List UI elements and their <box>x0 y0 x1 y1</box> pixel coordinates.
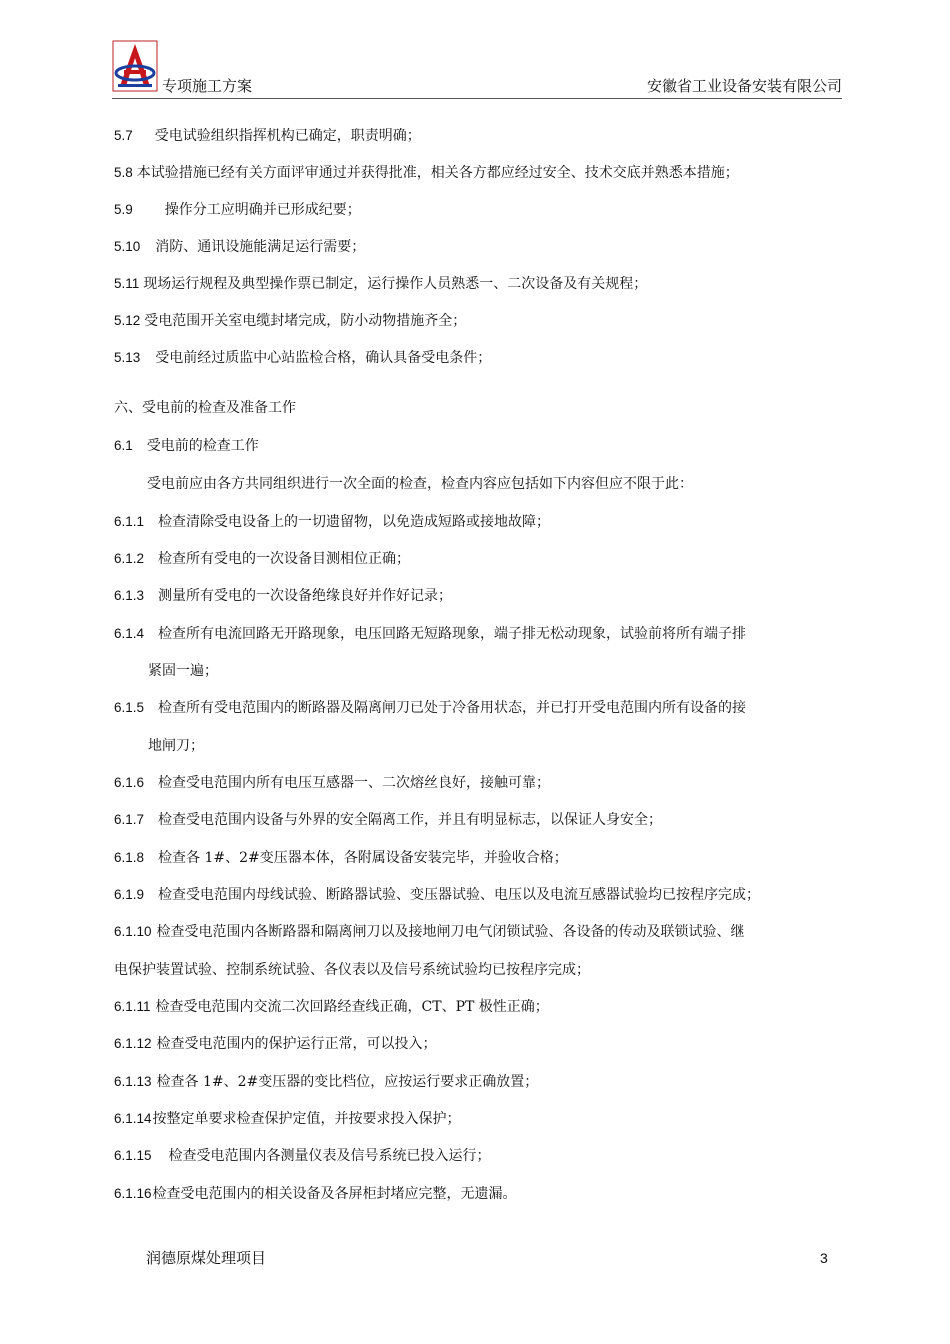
list-item: 6.1.1 检查清除受电设备上的一切遗留物，以免造成短路或接地故障； <box>114 514 551 530</box>
list-item: 5.7 受电试验组织指挥机构已确定，职责明确； <box>114 128 421 144</box>
list-item: 6.1.9 检查受电范围内母线试验、断路器试验、变压器试验、电压以及电流互感器试验均已按程序完成； <box>114 887 761 903</box>
list-item: 6.1.15 检查受电范围内各测量仪表及信号系统已投入运行； <box>114 1148 491 1164</box>
list-item: 6.1.11 检查受电范围内交流二次回路经查线正确，CT、PT 极性正确； <box>114 999 549 1015</box>
list-item: 6.1.16检查受电范围内的相关设备及各屏柜封堵应完整，无遗漏。 <box>114 1186 517 1202</box>
section-heading: 六、受电前的检查及准备工作 <box>114 400 296 416</box>
list-item: 6.1.14按整定单要求检查保护定值，并按要求投入保护； <box>114 1111 461 1127</box>
list-item: 6.1.10 检查受电范围内各断路器和隔离闸刀以及接地闸刀电气闭锁试验、各设备的传动及联锁试验、继 <box>114 924 745 940</box>
list-item: 5.8 本试验措施已经有关方面评审通过并获得批准，相关各方都应经过安全、技术交底并熟悉本措施； <box>114 165 739 181</box>
list-item: 6.1.6 检查受电范围内所有电压互感器一、二次熔丝良好，接触可靠； <box>114 775 551 791</box>
list-item: 6.1.13 检查各 1#、2#变压器的变比档位，应按运行要求正确放置； <box>114 1074 539 1090</box>
list-item: 6.1.2 检查所有受电的一次设备目测相位正确； <box>114 551 411 567</box>
subsection-heading: 6.1 受电前的检查工作 <box>114 438 259 454</box>
company-logo-icon <box>112 40 158 92</box>
list-item: 6.1.12 检查受电范围内的保护运行正常，可以投入； <box>114 1036 437 1052</box>
list-item: 5.12 受电范围开关室电缆封堵完成，防小动物措施齐全； <box>114 313 467 329</box>
list-item: 5.11 现场运行规程及典型操作票已制定，运行操作人员熟悉一、二次设备及有关规程； <box>114 276 648 292</box>
list-item-continuation: 地闸刀； <box>148 738 204 754</box>
list-item: 6.1.5 检查所有受电范围内的断路器及隔离闸刀已处于冷备用状态，并已打开受电范围内所有设备的接 <box>114 700 747 716</box>
header-right-title: 安徽省工业设备安装有限公司 <box>646 77 842 95</box>
list-item-continuation: 紧固一遍； <box>148 663 218 679</box>
paragraph: 受电前应由各方共同组织进行一次全面的检查，检查内容应包括如下内容但应不限于此： <box>147 476 693 492</box>
page-number: 3 <box>820 1250 828 1266</box>
page-header <box>112 38 842 99</box>
list-item: 6.1.8 检查各 1#、2#变压器本体，各附属设备安装完毕，并验收合格； <box>114 850 568 866</box>
list-item: 5.13 受电前经过质监中心站监检合格，确认具备受电条件； <box>114 350 492 366</box>
footer-project-name: 润德原煤处理项目 <box>146 1249 267 1267</box>
list-item-continuation: 电保护装置试验、控制系统试验、各仪表以及信号系统试验均已按程序完成； <box>114 962 590 978</box>
header-left-title: 专项施工方案 <box>162 77 253 95</box>
list-item: 6.1.4 检查所有电流回路无开路现象，电压回路无短路现象，端子排无松动现象，试验前将所有端子排 <box>114 626 747 642</box>
list-item: 5.10 消防、通讯设施能满足运行需要； <box>114 239 366 255</box>
list-item: 6.1.7 检查受电范围内设备与外界的安全隔离工作，并且有明显标志，以保证人身安全； <box>114 812 663 828</box>
list-item: 5.9 操作分工应明确并已形成纪要； <box>114 202 361 218</box>
list-item: 6.1.3 测量所有受电的一次设备绝缘良好并作好记录； <box>114 588 453 604</box>
